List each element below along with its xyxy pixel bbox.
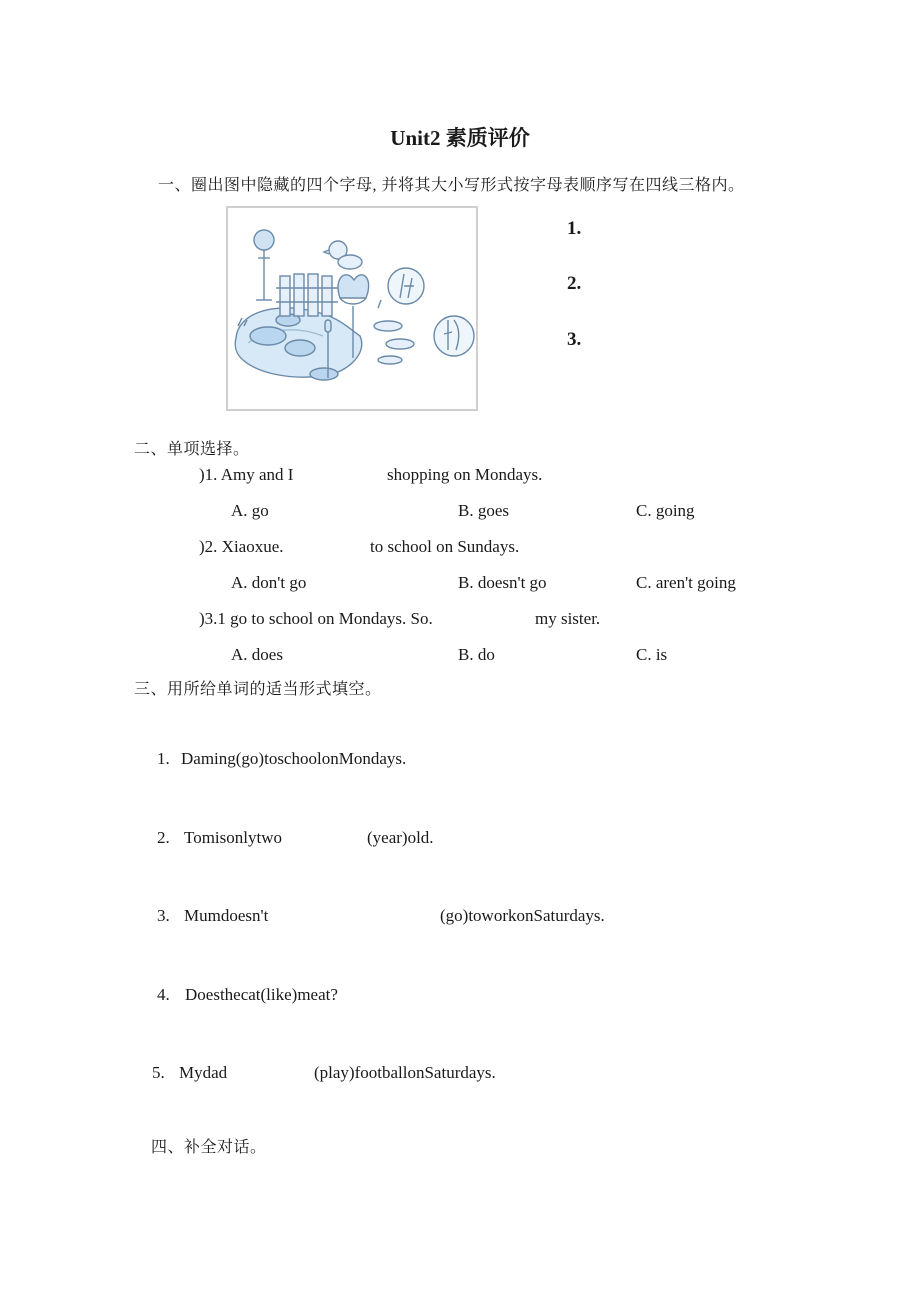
fill-item-1-number: 1. [157,749,170,768]
fill-item-2-rest: (year)old. [367,828,434,847]
fill-item-4-number: 4. [157,985,170,1004]
q2-option-a: A. don't go [231,573,307,592]
q3-option-c: C. is [636,645,668,664]
q2-option-c: C. aren't going [636,573,736,592]
fill-item-3: Mumdoesn't [184,906,269,925]
q1-option-b: B. goes [458,501,509,520]
fill-item-2: Tomisonlytwo [184,828,282,847]
choice-question-2: )2. Xiaoxue. [199,537,284,556]
fill-item-1: Daming(go)toschoolonMondays. [181,749,407,768]
choice-question-3: )3.1 go to school on Mondays. So. [199,609,433,628]
fill-item-5-number: 5. [152,1063,165,1082]
choice-question-2-rest: to school on Sundays. [370,537,520,556]
answer-number-3: 3. [567,329,582,350]
section3-heading: 三、用所给单词的适当形式填空。 [134,681,382,698]
fill-item-5: Mydad [179,1063,228,1082]
answer-number-1: 1. [567,218,582,239]
q3-option-a: A. does [231,645,283,664]
pond-scene-illustration [228,208,476,409]
section4-heading: 四、补全对话。 [151,1139,267,1156]
choice-question-1-rest: shopping on Mondays. [387,465,543,484]
choice-question-3-rest: my sister. [535,609,601,628]
page-title: Unit2 素质评价 [390,126,530,150]
fill-item-3-rest: (go)toworkonSaturdays. [440,906,605,925]
fill-item-2-number: 2. [157,828,170,847]
choice-question-1: )1. Amy and I [199,465,294,484]
q1-option-a: A. go [231,501,269,520]
section2-heading: 二、单项选择。 [134,441,250,458]
q1-option-c: C. going [636,501,695,520]
fill-item-3-number: 3. [157,906,170,925]
answer-number-2: 2. [567,273,582,294]
q3-option-b: B. do [458,645,495,664]
fill-item-5-rest: (play)footballonSaturdays. [314,1063,496,1082]
fill-item-4: Doesthecat(like)meat? [185,985,338,1004]
hidden-letters-picture [226,206,478,411]
section1-heading: 一、圈出图中隐藏的四个字母, 并将其大小写形式按字母表顺序写在四线三格内。 [158,177,745,194]
q2-option-b: B. doesn't go [458,573,547,592]
